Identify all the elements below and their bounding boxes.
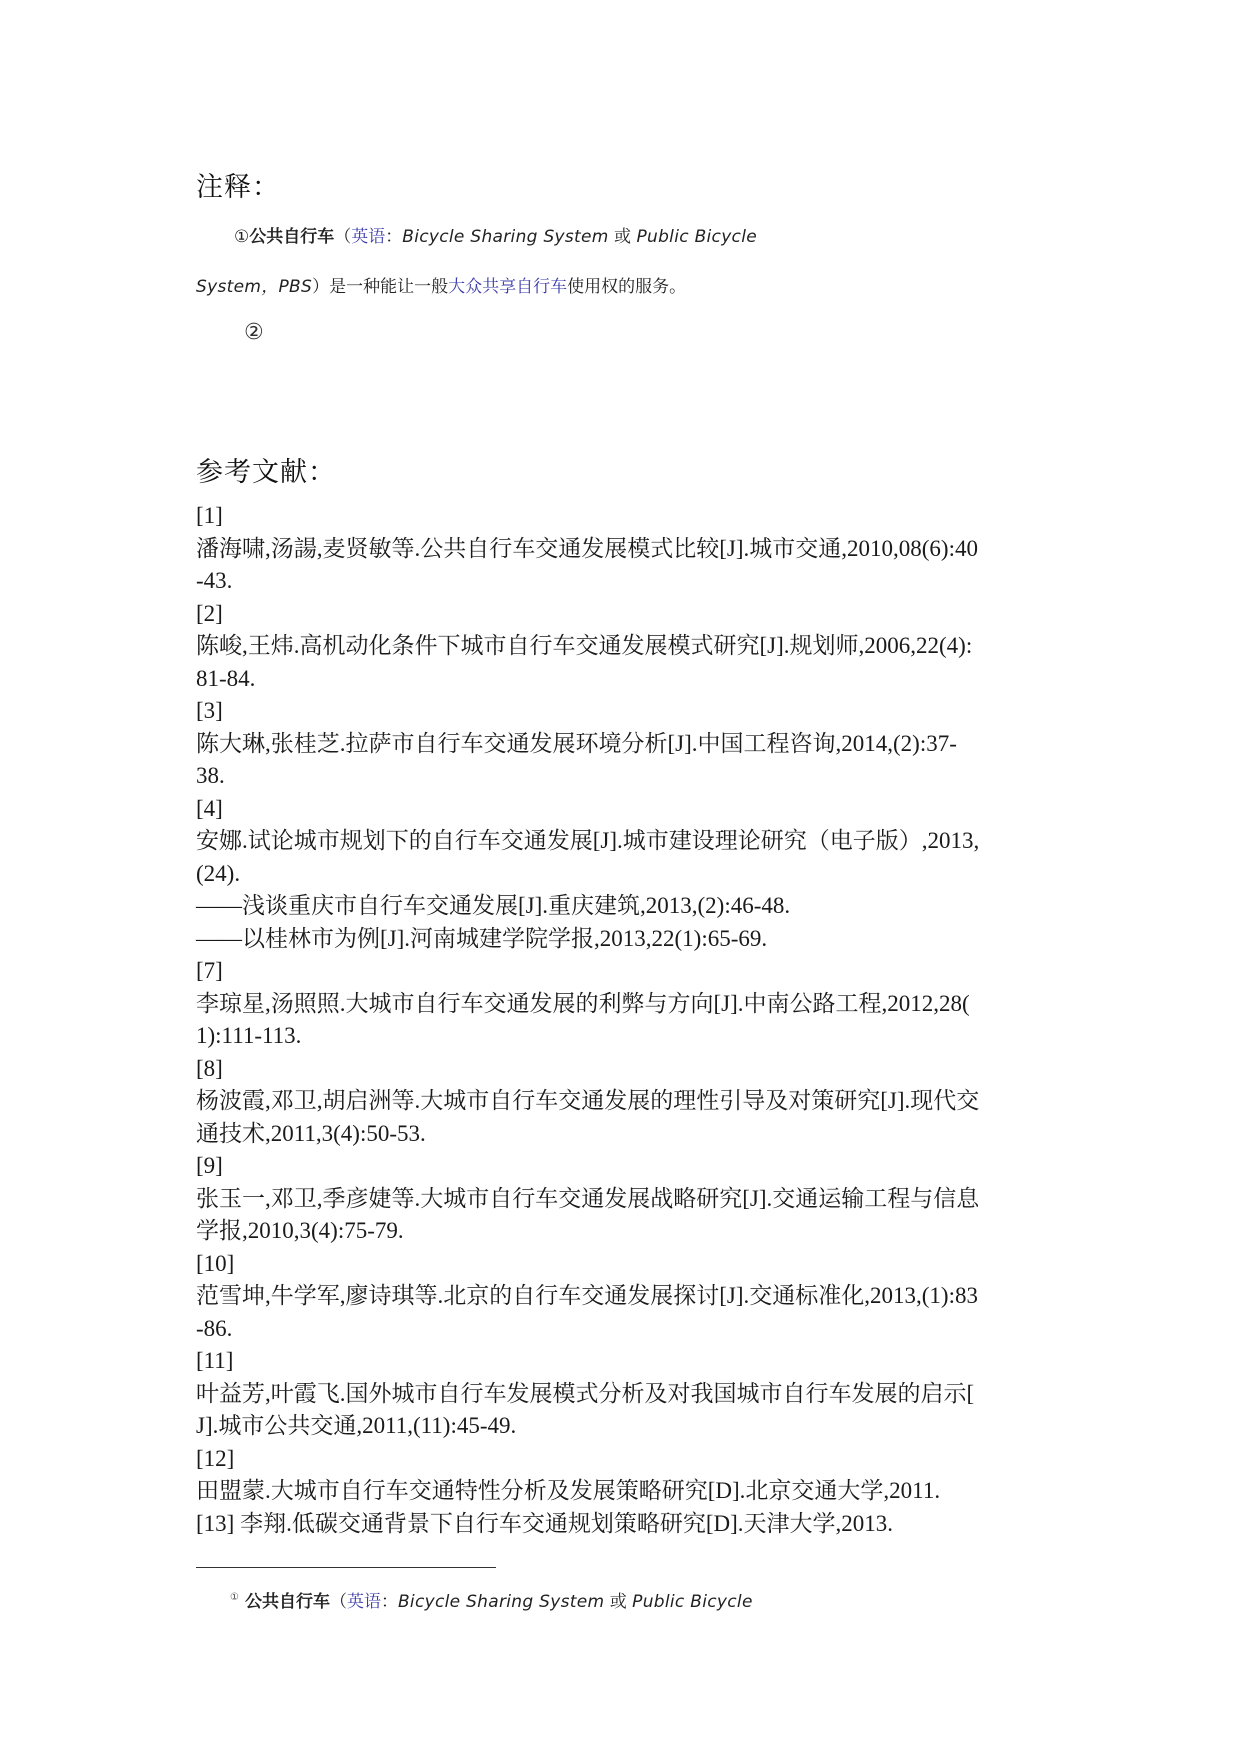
reference-line: [11] [196, 1348, 234, 1373]
footnote-marker: ① [230, 1592, 239, 1604]
reference-line: J].城市公共交通,2011,(11):45-49. [196, 1413, 517, 1438]
reference-line: 陈大琳,张桂芝.拉萨市自行车交通发展环境分析[J].中国工程咨询,2014,(2):37- [196, 730, 957, 756]
note-1-marker: ① [234, 227, 250, 247]
footnote-divider [196, 1567, 496, 1568]
reference-line: 81-84. [196, 665, 256, 691]
footnote-lang-link[interactable]: 英语 [346, 1592, 381, 1612]
note-1-paren-open: （ [334, 227, 352, 247]
notes-heading: 注释： [196, 172, 280, 203]
reference-line: 陈峻,王炜.高机动化条件下城市自行车交通发展模式研究[J].规划师,2006,22(4): [196, 633, 973, 658]
reference-line: [8] [196, 1055, 223, 1081]
reference-line: [12] [196, 1445, 235, 1471]
note-2-marker: ② [244, 320, 264, 345]
footnote-paren-open: （ [329, 1592, 347, 1612]
reference-line: 范雪坤,牛学军,廖诗琪等.北京的自行车交通发展探讨[J].交通标准化,2013,(1):83 [196, 1283, 978, 1308]
reference-line: 通技术,2011,3(4):50-53. [196, 1120, 426, 1146]
reference-line: ——以桂林市为例[J].河南城建学院学报,2013,22(1):65-69. [196, 925, 768, 951]
note-1-english-2: Public Bicycle [636, 227, 757, 247]
reference-line: 李琼星,汤照照.大城市自行车交通发展的利弊与方向[J].中南公路工程,2012,28( [196, 990, 970, 1016]
reference-line: (24). [196, 860, 241, 886]
footnote-colon: ： [380, 1592, 398, 1612]
note-1-paren-close: ） [312, 277, 330, 297]
reference-line: -86. [196, 1315, 233, 1341]
footnote-english-1: Bicycle Sharing System [397, 1592, 605, 1612]
reference-line: -43. [196, 568, 233, 593]
note-1-english-1: Bicycle Sharing System [402, 227, 609, 247]
reference-line: [13] 李翔.低碳交通背景下自行车交通规划策略研究[D].天津大学,2013. [196, 1510, 893, 1536]
note-1-line-2 [196, 272, 686, 297]
reference-line: 张玉一,邓卫,季彦婕等.大城市自行车交通发展战略研究[J].交通运输工程与信息 [196, 1185, 980, 1211]
note-1-desc-link[interactable]: 大众共享自行车 [448, 277, 568, 297]
note-1-lang-link[interactable]: 英语 [351, 227, 386, 247]
note-1-english-3: System，PBS [196, 277, 313, 297]
note-1-desc-b: 使用权的服务。 [567, 277, 687, 297]
reference-line: 安娜.试论城市规划下的自行车交通发展[J].城市建设理论研究（电子版）,2013, [196, 828, 980, 853]
reference-line: 杨波霞,邓卫,胡启洲等.大城市自行车交通发展的理性引导及对策研究[J].现代交 [196, 1088, 980, 1113]
reference-line: 1):111-113. [196, 1023, 302, 1048]
reference-line: [2] [196, 600, 223, 626]
note-1-or: 或 [608, 227, 637, 247]
reference-line: [9] [196, 1153, 223, 1178]
note-1-term: 公共自行车 [249, 227, 335, 247]
reference-line: 38. [196, 763, 225, 788]
reference-line: [4] [196, 795, 223, 821]
note-1-desc-a: 是一种能让一般 [329, 277, 449, 297]
reference-line: [10] [196, 1250, 235, 1276]
reference-line: [7] [196, 958, 223, 983]
reference-line: ——浅谈重庆市自行车交通发展[J].重庆建筑,2013,(2):46-48. [196, 893, 791, 918]
note-1-line-1 [234, 222, 757, 247]
reference-line: 叶益芳,叶霞飞.国外城市自行车发展模式分析及对我国城市自行车发展的启示[ [196, 1380, 975, 1406]
footnote-or: 或 [604, 1592, 633, 1612]
reference-line: 田盟蒙.大城市自行车交通特性分析及发展策略研究[D].北京交通大学,2011. [196, 1478, 941, 1503]
footnote-english-2: Public Bicycle [632, 1592, 753, 1612]
reference-line: [3] [196, 698, 223, 723]
reference-list [196, 500, 1056, 1540]
reference-line: 潘海啸,汤諹,麦贤敏等.公共自行车交通发展模式比较[J].城市交通,2010,08(6):40 [196, 535, 978, 561]
references-heading: 参考文献： [196, 457, 336, 488]
reference-line: 学报,2010,3(4):75-79. [196, 1218, 404, 1243]
footnote-1 [230, 1587, 753, 1612]
reference-line: [1] [196, 503, 223, 528]
note-1-colon: ： [385, 227, 403, 247]
footnote-term: 公共自行车 [244, 1592, 330, 1612]
